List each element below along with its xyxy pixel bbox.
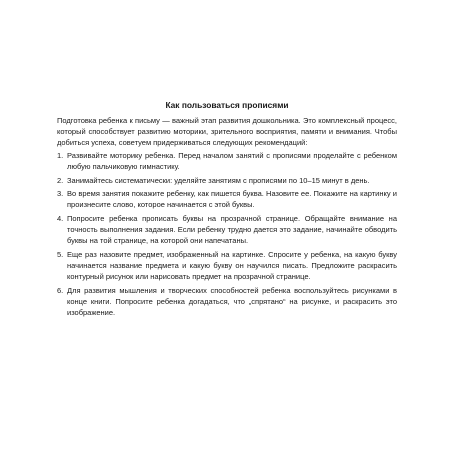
recommendations-list bbox=[57, 151, 397, 319]
list-item-number: 5. bbox=[57, 249, 64, 259]
list-item-number: 2. bbox=[57, 175, 64, 185]
list-item-number: 1. bbox=[57, 150, 64, 160]
list-item bbox=[57, 250, 397, 283]
list-item bbox=[57, 214, 397, 247]
list-item-text: Попросите ребенка прописать буквы на прозрачной странице. Обращайте внимание на точность выполнения задания. Если ребенку трудно дается это задание, начинайте обводить буквы на той странице, на которой они напечатаны. bbox=[67, 214, 397, 246]
list-item bbox=[57, 176, 397, 187]
list-item-number: 3. bbox=[57, 189, 64, 199]
list-item-text: Во время занятия покажите ребенку, как пишется буква. Назовите ее. Покажите на картинку и произнесите слово, которое начинается с этой буквы. bbox=[67, 189, 397, 210]
list-item bbox=[57, 189, 397, 211]
document-page bbox=[57, 100, 397, 321]
list-item-text: Для развития мышления и творческих способностей ребенка воспользуйтесь рисунками в конце книги. Попросите ребенка догадаться, что „спрятано“ на рисунке, и раскрасить это изображение. bbox=[67, 285, 397, 317]
list-item-text: Развивайте моторику ребенка. Перед началом занятий с прописями проделайте с ребенком любую пальчиковую гимнастику. bbox=[67, 150, 397, 171]
list-item bbox=[57, 151, 397, 173]
page-title: Как пользоваться прописями bbox=[165, 100, 289, 110]
list-item-number: 6. bbox=[57, 285, 64, 295]
list-item-number: 4. bbox=[57, 214, 64, 224]
list-item-text: Еще раз назовите предмет, изображенный на картинке. Спросите у ребенка, на какую букву начинается название предмета и какую букву он научился писать. Предложите раскрасить контурный рисунок или нарисовать предмет на прозрачной странице. bbox=[67, 249, 397, 281]
intro-paragraph: Подготовка ребенка к письму — важный этап развития дошкольника. Это комплексный процесс, который способствует развитию моторики, зрительного восприятия, памяти и внимания. Чтобы добиться успеха, советуем придерживаться следующих рекомендаций: bbox=[57, 116, 397, 147]
list-item bbox=[57, 286, 397, 319]
list-item-text: Занимайтесь систематически: уделяйте занятиям с прописями по 10–15 минут в день. bbox=[67, 175, 370, 185]
